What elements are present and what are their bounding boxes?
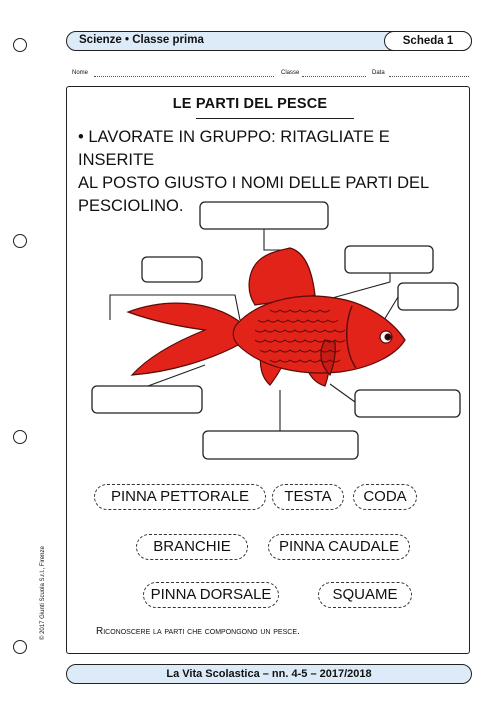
connector-right-upper: [325, 273, 390, 300]
fish-tail: [128, 303, 240, 375]
label-testa[interactable]: TESTA: [272, 484, 344, 510]
answer-box-top[interactable]: [200, 202, 328, 229]
answer-box-right-small[interactable]: [398, 283, 458, 310]
instruction-line-1: • LAVORATE IN GRUPPO: RITAGLIATE E INSERITE: [78, 128, 390, 169]
fish-pupil: [385, 334, 391, 340]
nome-label: Nome: [72, 70, 89, 76]
subject-title: Scienze • Classe prima: [79, 34, 204, 46]
label-squame[interactable]: SQUAME: [318, 582, 412, 608]
instruction-line-2: AL POSTO GIUSTO I NOMI DELLE PARTI DEL: [78, 174, 430, 192]
label-branchie[interactable]: BRANCHIE: [136, 534, 248, 560]
objective-note: Riconoscere la parti che compongono un pesce.: [96, 626, 300, 637]
label-pinna-pettorale[interactable]: PINNA PETTORALE: [94, 484, 266, 510]
worksheet-title: LE PARTI DEL PESCE: [172, 96, 328, 112]
data-label: Data: [372, 70, 385, 76]
scheda-badge: Scheda 1: [384, 31, 472, 51]
connector-right-lower: [330, 384, 355, 402]
copyright-note: © 2017 Giunti Scuola S.r.l., Firenze: [40, 546, 46, 640]
classe-label: Classe: [281, 70, 300, 76]
footer-bar: La Vita Scolastica – nn. 4-5 – 2017/2018: [66, 664, 472, 684]
binder-hole: [13, 640, 27, 654]
label-pinna-dorsale[interactable]: PINNA DORSALE: [143, 582, 279, 608]
answer-box-right-upper[interactable]: [345, 246, 433, 273]
answer-box-left-lower[interactable]: [92, 386, 202, 413]
connector-top: [264, 229, 290, 250]
instruction-line-3: PESCIOLINO.: [78, 197, 184, 215]
answer-box-bottom[interactable]: [203, 431, 358, 459]
label-coda[interactable]: CODA: [353, 484, 417, 510]
answer-box-right-lower[interactable]: [355, 390, 460, 417]
fish-body: [233, 296, 405, 373]
label-pinna-caudale[interactable]: PINNA CAUDALE: [268, 534, 410, 560]
answer-box-left-small[interactable]: [142, 257, 202, 282]
